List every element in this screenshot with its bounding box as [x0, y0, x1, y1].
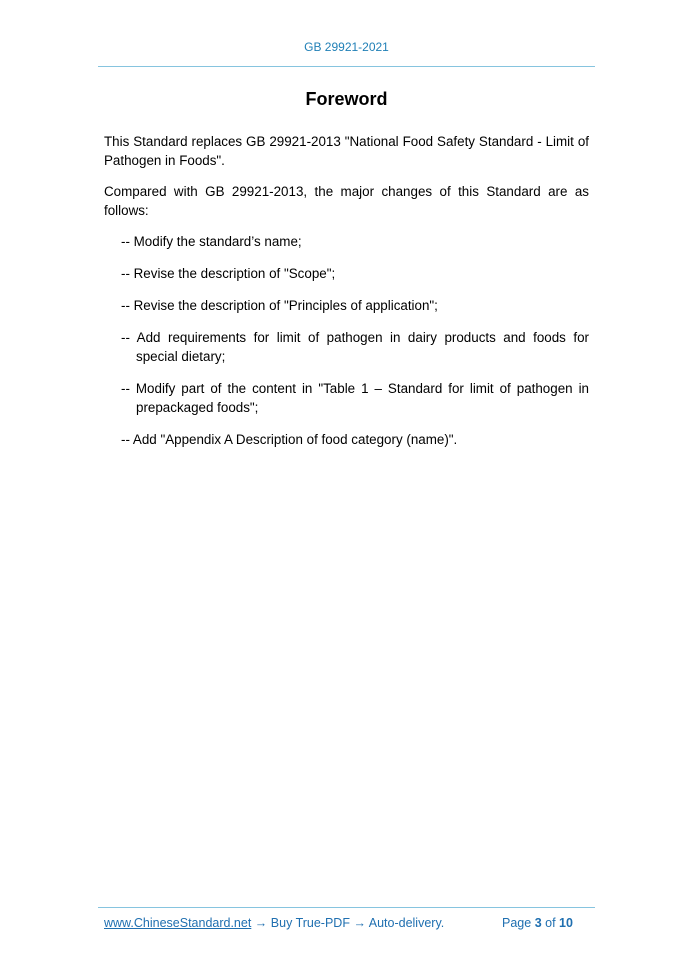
- page-label: Page: [502, 916, 532, 930]
- header-divider: [98, 66, 595, 67]
- paragraph: This Standard replaces GB 29921-2013 "National Food Safety Standard - Limit of Pathogen in Foods".: [104, 134, 589, 168]
- list-item: -- Revise the description of "Scope";: [121, 266, 336, 281]
- delivery-text: Auto-delivery.: [368, 916, 445, 930]
- of-label: of: [545, 916, 556, 930]
- list-item: -- Add "Appendix A Description of food category (name)".: [121, 432, 458, 447]
- list-item: -- Add requirements for limit of pathogen in dairy products and foods for special dietary;: [121, 330, 589, 364]
- list-item: -- Modify part of the content in "Table 1 – Standard for limit of pathogen in prepackaged foods";: [121, 381, 589, 415]
- list-item: -- Modify the standard’s name;: [121, 234, 302, 249]
- website-link[interactable]: www.ChineseStandard.net: [104, 916, 252, 930]
- footer-links: [104, 916, 444, 930]
- paragraph: Compared with GB 29921-2013, the major changes of this Standard are as follows:: [104, 184, 589, 218]
- header-title: GB 29921-2021: [304, 40, 389, 54]
- page-title: Foreword: [305, 89, 388, 109]
- page-number: 3: [534, 916, 542, 930]
- arrow-icon: →: [353, 916, 366, 930]
- page-indicator: [502, 916, 573, 930]
- total-pages: 10: [559, 916, 573, 930]
- arrow-icon: →: [254, 916, 268, 930]
- buy-pdf-text: Buy True-PDF: [270, 916, 350, 930]
- list-item: -- Revise the description of "Principles of application";: [121, 298, 438, 313]
- changes-list: [104, 232, 589, 449]
- body-text: [104, 132, 589, 462]
- footer-divider: [98, 907, 595, 908]
